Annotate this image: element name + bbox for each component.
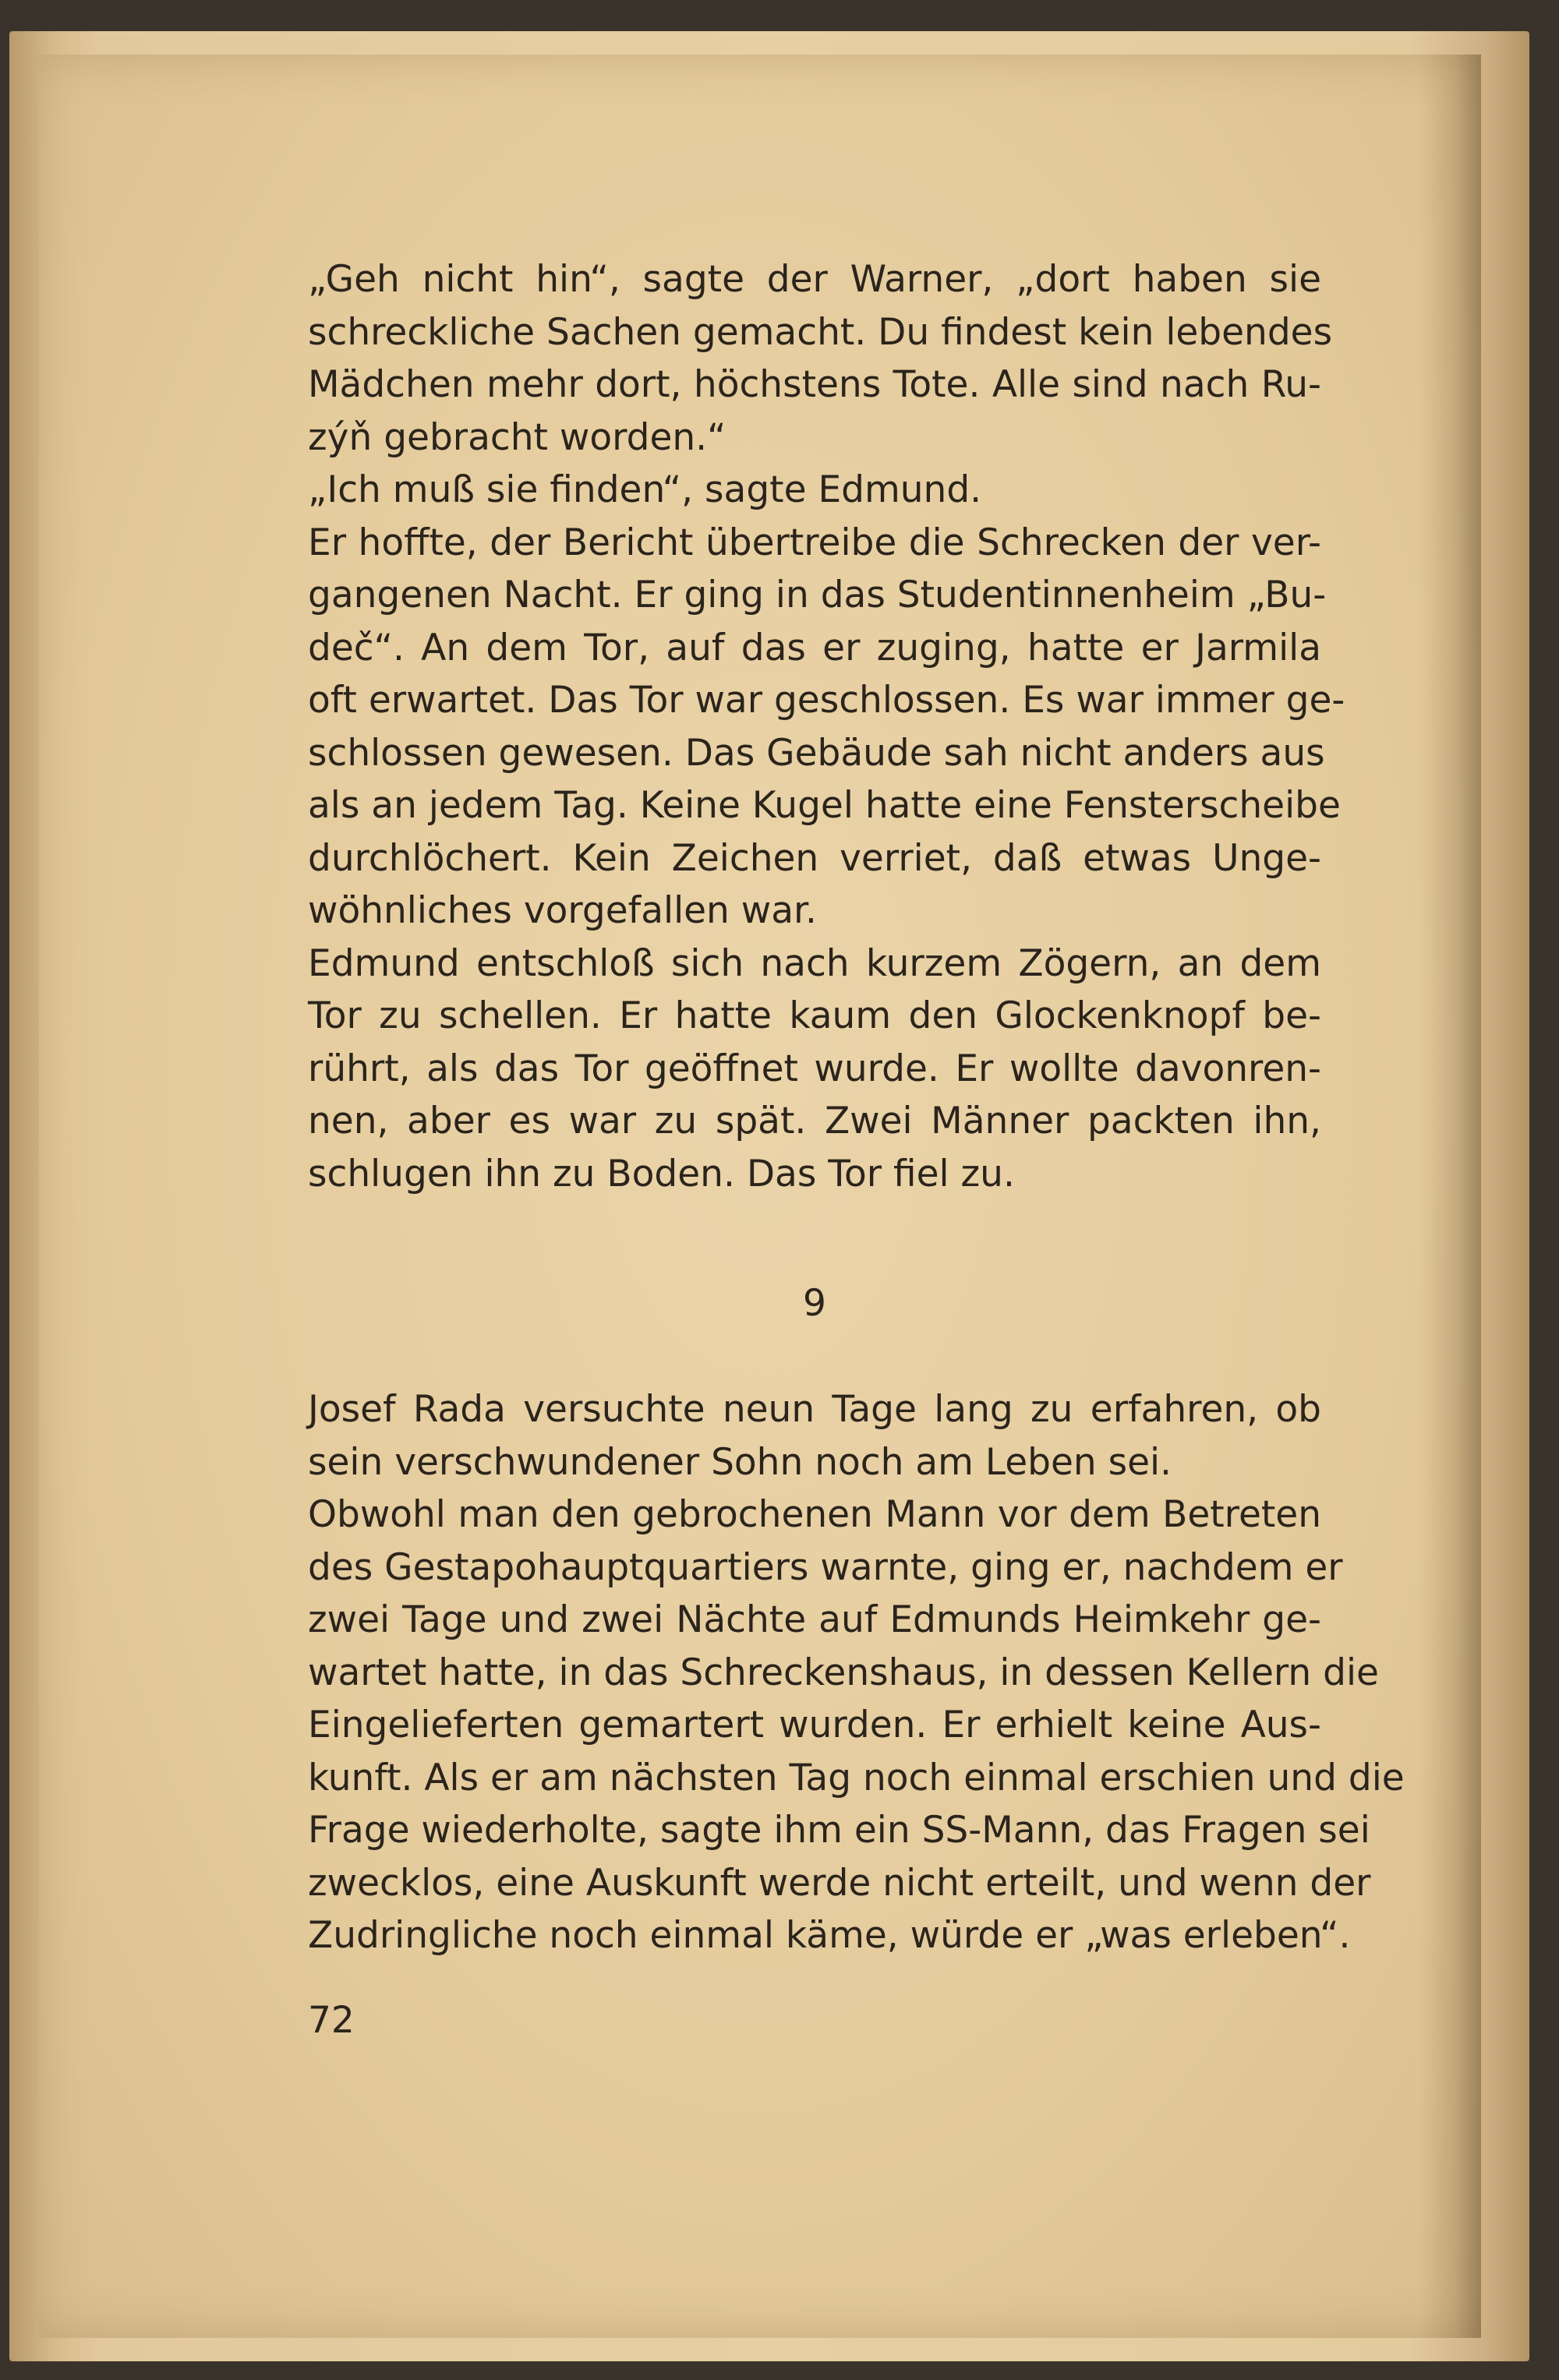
book-spine-shadow <box>1419 55 1481 2338</box>
text-line: als an jedem Tag. Keine Kugel hatte eine Fensterscheibe <box>308 784 1341 827</box>
text-line: Edmund entschloß sich nach kurzem Zögern, an dem <box>308 941 1321 985</box>
text-line: sein verschwundener Sohn noch am Leben sei. <box>308 1440 1172 1484</box>
text-line: deč“. An dem Tor, auf das er zuging, hatte er Jarmila <box>308 626 1321 669</box>
text-line: Obwohl man den gebrochenen Mann vor dem Betreten <box>308 1493 1321 1536</box>
text-line: zýň gebracht worden.“ <box>308 415 726 459</box>
text-line: durchlöchert. Kein Zeichen verriet, daß etwas Unge- <box>308 836 1321 880</box>
text-line: nen, aber es war zu spät. Zwei Männer packten ihn, <box>308 1100 1321 1142</box>
text-line: wöhnliches vorgefallen war. <box>308 889 817 932</box>
text-line: Eingelieferten gemartert wurden. Er erhielt keine Aus- <box>308 1704 1321 1746</box>
text-line: Mädchen mehr dort, höchstens Tote. Alle sind nach Ru- <box>308 363 1321 406</box>
text-line: oft erwartet. Das Tor war geschlossen. Es war immer ge- <box>308 679 1345 722</box>
text-line: schlossen gewesen. Das Gebäude sah nicht anders aus <box>308 731 1325 775</box>
text-line: Tor zu schellen. Er hatte kaum den Glockenknopf be- <box>308 994 1321 1037</box>
text-line: kunft. Als er am nächsten Tag noch einmal erschien und die <box>308 1756 1405 1799</box>
text-line: Frage wiederholte, sagte ihm ein SS-Mann, das Fragen sei <box>308 1809 1370 1852</box>
text-line: zwei Tage und zwei Nächte auf Edmunds Heimkehr ge- <box>308 1598 1321 1641</box>
text-line: Er hoffte, der Bericht übertreibe die Schrecken der ver- <box>308 521 1321 564</box>
chapter-number: 9 <box>803 1282 826 1325</box>
text-line: schlugen ihn zu Boden. Das Tor fiel zu. <box>308 1152 1015 1195</box>
text-line: „Ich muß sie finden“, sagte Edmund. <box>308 468 982 511</box>
text-line: schreckliche Sachen gemacht. Du findest kein lebendes <box>308 310 1333 354</box>
page-number: 72 <box>308 1999 355 2042</box>
text-line: des Gestapohauptquartiers warnte, ging er, nachdem er <box>308 1545 1343 1589</box>
text-block-1 <box>308 253 1345 1200</box>
text-line: „Geh nicht hin“, sagte der Warner, „dort haben sie <box>308 258 1321 301</box>
text-line: Zudringliche noch einmal käme, würde er „was erleben“. <box>308 1914 1351 1957</box>
text-line: gangenen Nacht. Er ging in das Studentinnenheim „Bu- <box>308 574 1327 616</box>
text-line: wartet hatte, in das Schreckenshaus, in dessen Kellern die <box>308 1651 1379 1694</box>
text-line: rührt, als das Tor geöffnet wurde. Er wollte davonren- <box>308 1047 1321 1090</box>
text-line: zwecklos, eine Auskunft werde nicht erteilt, und wenn der <box>308 1861 1371 1905</box>
text-line: Josef Rada versuchte neun Tage lang zu erfahren, ob <box>308 1388 1321 1431</box>
text-block-2 <box>308 1383 1405 1962</box>
